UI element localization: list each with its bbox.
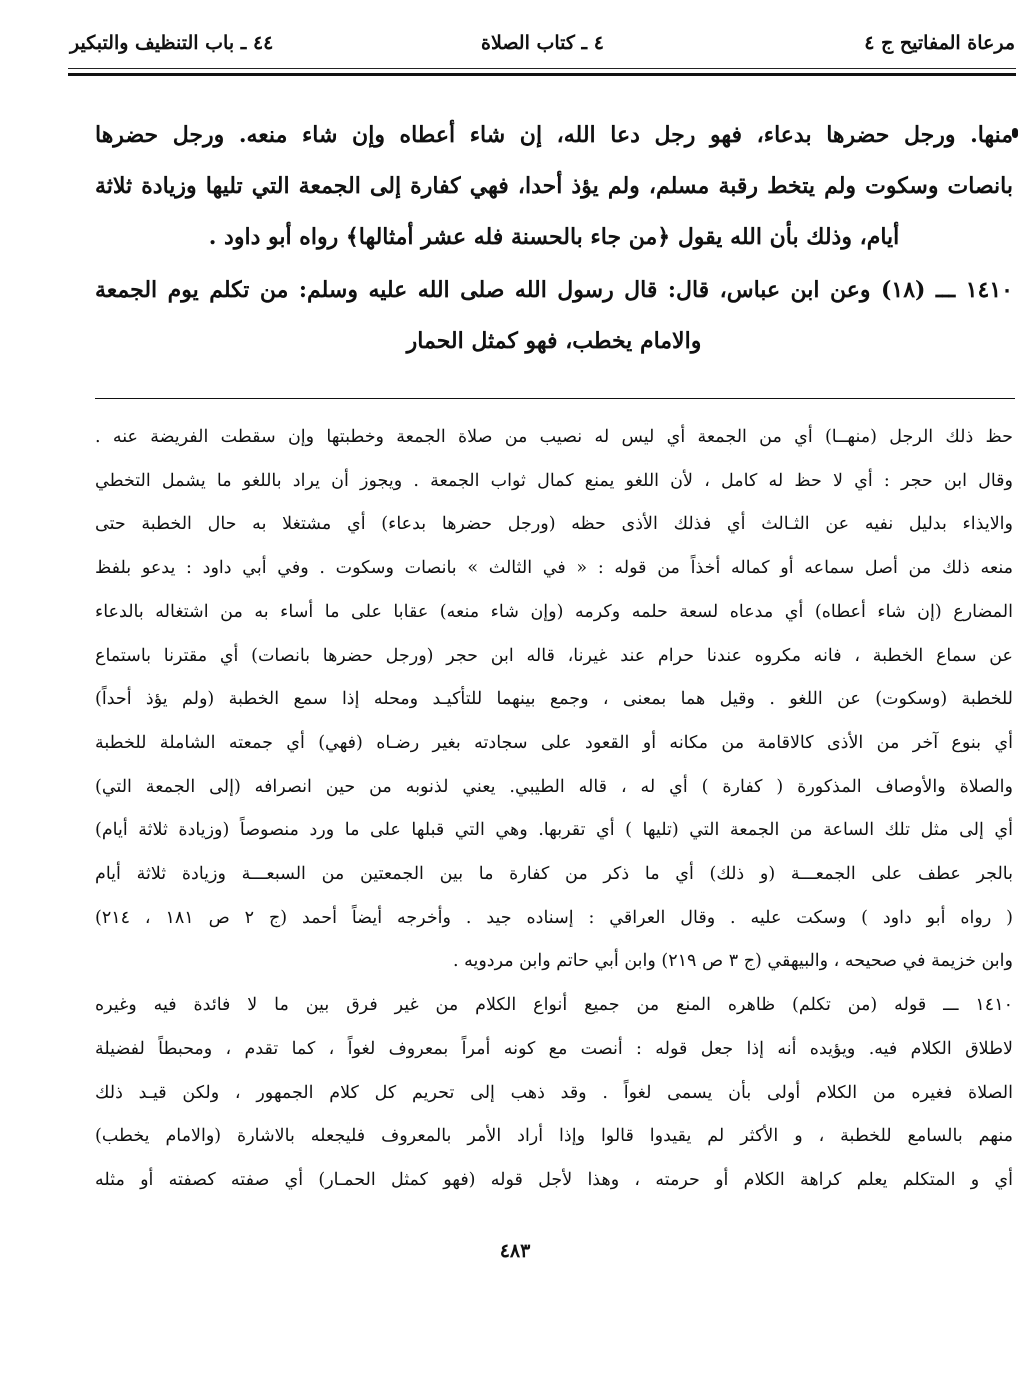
hadith-line: منها. ورجل حضرها بدعاء، فهو رجل دعا الله، إن شاء أعطاه وإن شاء منعه. ورجل حضرها xyxy=(95,122,1013,148)
commentary-line: الصلاة فغيره من الكلام أولى بأن يسمى لغواً . وقد ذهب إلى تحريم كل كلام الجمهور ، ولكن قيـد ذلك xyxy=(95,1082,1013,1103)
header-kitab: ٤ ـ كتاب الصلاة xyxy=(481,32,604,54)
commentary-line: وابن خزيمة في صحيحه ، والبيهقي (ج ٣ ص ٢١٩) وابن أبي حاتم وابن مردويه . xyxy=(452,951,1013,972)
commentary-line: عن سماع الخطبة ، فانه مكروه عندنا حرام عند غيرنا، قاله ابن حجر (ورجل حضرها بانصات) أي مقترنا باستماع xyxy=(95,645,1013,666)
hadith-line: والامام يخطب، فهو كمثل الحمار xyxy=(406,328,702,354)
commentary-line: والصلاة والأوصاف المذكورة ( كفارة ) أي له ، قاله الطيبي. يعني لذنوبه من حين انصرافه (إلى الجمعة التي) xyxy=(95,776,1013,797)
commentary-line: منهم بالسامع للخطبة ، و الأكثر لم يقيدوا قالوا وإذا أراد الأمر بالمعروف فليجعله بالاشارة (والامام يخطب) xyxy=(95,1126,1013,1147)
header-rule-thick xyxy=(68,73,1016,76)
commentary-line: أي و المتكلم يعلم كراهة الكلام أو حرمته ، وهذا لأجل قوله (فهو كمثل الحمـار) أي صفته كصفته أو مثله xyxy=(95,1169,1013,1190)
commentary-line: والايذاء بدليل نفيه عن الثـالث أي فذلك الأذى حظه (ورجل حضرها بدعاء) أي مشتغلا به حال الخطبة حتى xyxy=(95,514,1013,535)
running-header xyxy=(70,28,1015,64)
commentary-line: بالجر عطف على الجمعـــة (و ذلك) أي ما ذكر من كفارة ما بين الجمعتين من السبعـــة وزيادة ثلاثة أيام xyxy=(95,864,1013,884)
commentary-line: منعه ذلك من أصل سماعه أو كماله أخذاً من قوله : « في الثالث » بانصات وسكوت . وفي أبي داود : يدعو بلفظ xyxy=(95,558,1013,579)
hadith-line: بانصات وسكوت ولم يتخط رقبة مسلم، ولم يؤذ أحدا، فهي كفارة إلى الجمعة التي تليها وزيادة ثلاثة xyxy=(95,173,1013,199)
commentary-line: أي إلى مثل تلك الساعة من الجمعة التي (تليها ) أي تقربها. وهي التي قبلها على ما ورد منصوصاً (وزيادة ثلاثة أيام) xyxy=(95,820,1013,841)
page-number: ٤٨٣ xyxy=(499,1240,531,1262)
commentary-line: للخطبة (وسكوت) عن اللغو . وقيل هما بمعنى ، وجمع بينهما للتأكيـد ومحله إذا سمع الخطبة (ولم يؤذ أحداً) xyxy=(95,689,1013,710)
commentary-line: لاطلاق الكلام فيه. ويؤيده أنه إذا جعل قوله : أنصت مع كونه أمراً بمعروف لغواً ، كما تقدم ، ومحبطاً لفضيلة xyxy=(95,1038,1013,1059)
commentary-line: ( رواه أبو داود ) وسكت عليه . وقال العراقي : إسناده جيد . وأخرجه أيضاً أحمد (ج ٢ ص ١٨١ ، ٢١٤) xyxy=(95,907,1013,928)
commentary-line: حظ ذلك الرجل (منهــا) أي من الجمعة أي ليس له نصيب من صلاة الجمعة وخطبتها وإن سقطت الفريضة عنه . xyxy=(95,427,1013,447)
hadith-line: أيام، وذلك بأن الله يقول ﴿من جاء بالحسنة فله عشر أمثالها﴾ رواه أبو داود . xyxy=(208,224,900,250)
commentary-separator xyxy=(95,398,1015,399)
commentary-line: ١٤١٠ ـــ قوله (من تكلم) ظاهره المنع من جميع أنواع الكلام من غير فرق بين ما لا فائدة فيه وغيره xyxy=(95,995,1013,1016)
commentary-line: وقال ابن حجر : أي لا حظ له كامل ، لأن اللغو يمنع كمال ثواب الجمعة . ويجوز أن يراد باللغو ما يشمل التخطي xyxy=(95,470,1013,491)
header-rule-thin xyxy=(68,68,1016,69)
header-bab: ٤٤ ـ باب التنظيف والتبكير xyxy=(70,32,274,54)
commentary-line: أي بنوع آخر من الأذى كالاقامة من مكانه أو القعود على سجادته بغير رضـاه (فهي) أي جمعته الشاملة للخطبة xyxy=(95,732,1013,753)
header-book-title: مرعاة المفاتيح ج ٤ xyxy=(864,32,1015,54)
hadith-line: ١٤١٠ ـــ (١٨) وعن ابن عباس، قال: قال رسول الله صلى الله عليه وسلم: من تكلم يوم الجمعة xyxy=(95,277,1013,303)
commentary-line: المضارع (إن شاء أعطاه) أي مدعاه لسعة حلمه وكرمه (وإن شاء منعه) عقابا على ما أساء به من اشتغاله بالدعاء xyxy=(95,601,1013,622)
